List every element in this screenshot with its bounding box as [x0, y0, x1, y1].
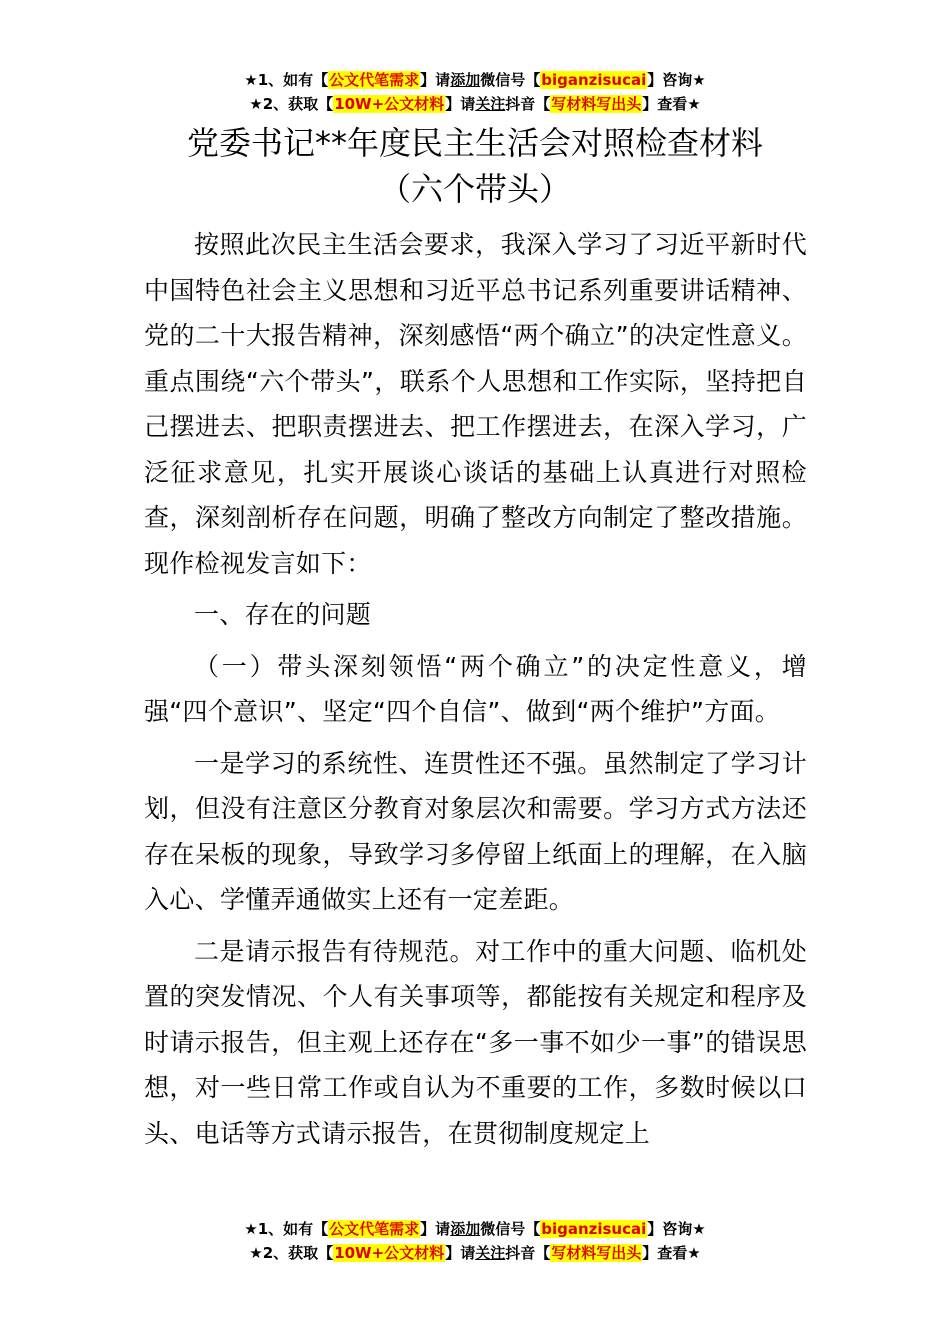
highlight-wechat-id: biganzisucai: [541, 71, 647, 89]
paragraph-point-2: 二是请示报告有待规范。对工作中的重大问题、临机处置的突发情况、个人有关事项等，都能按有关规定和程序及时请示报告，但主观上还存在“多一事不如少一事”的错误思想，对一些日常工作或自认为不重要的工作，多数时候以口头、电话等方式请示报告，在贯彻制度规定上: [144, 936, 807, 1148]
banner-line-2: ★2、获取【10W+公文材料】请关注抖音【写材料写出头】查看★: [249, 95, 701, 113]
banner-line-1: ★1、如有【公文代笔需求】请添加微信号【biganzisucai】咨询★: [244, 1220, 706, 1238]
document-title: 党委书记**年度民主生活会对照检查材料: [186, 124, 763, 162]
section-heading: 一、存在的问题: [194, 600, 372, 629]
document-body: [144, 222, 807, 1156]
document-subtitle: （六个带头）: [378, 170, 571, 208]
highlight-materials: 10W+公文材料: [334, 95, 445, 113]
subsection-heading: （一）带头深刻领悟“两个确立”的决定性意义，增强“四个意识”、坚定“四个自信”、做到“两个维护”方面。: [144, 651, 807, 726]
highlight-wechat-id: biganzisucai: [541, 1220, 647, 1238]
highlight-douyin-account: 写材料写出头: [551, 95, 642, 113]
paragraph-intro: 按照此次民主生活会要求，我深入学习了习近平新时代中国特色社会主义思想和习近平总书记系列重要讲话精神、党的二十大报告精神，深刻感悟“两个确立”的决定性意义。重点围绕“六个带头”，联系个人思想和工作实际，坚持把自己摆进去、把职责摆进去、把工作摆进去，在深入学习，广泛征求意见，扎实开展谈心谈话的基础上认真进行对照检查，深刻剖析存在问题，明确了整改方向制定了整改措施。现作检视发言如下：: [144, 230, 807, 578]
paragraph-point-1: 一是学习的系统性、连贯性还不强。虽然制定了学习计划，但没有注意区分教育对象层次和需要。学习方式方法还存在呆板的现象，导致学习多停留上纸面上的理解，在入脑入心、学懂弄通做实上还有一定差距。: [144, 748, 807, 914]
banner-line-2: ★2、获取【10W+公文材料】请关注抖音【写材料写出头】查看★: [249, 1244, 701, 1262]
banner-line-1: ★1、如有【公文代笔需求】请添加微信号【biganzisucai】咨询★: [244, 71, 706, 89]
bottom-banner: [0, 1217, 950, 1265]
highlight-materials: 10W+公文材料: [334, 1244, 445, 1262]
highlight-service: 公文代笔需求: [329, 71, 420, 89]
highlight-service: 公文代笔需求: [329, 1220, 420, 1238]
highlight-douyin-account: 写材料写出头: [551, 1244, 642, 1262]
top-banner: [0, 68, 950, 116]
